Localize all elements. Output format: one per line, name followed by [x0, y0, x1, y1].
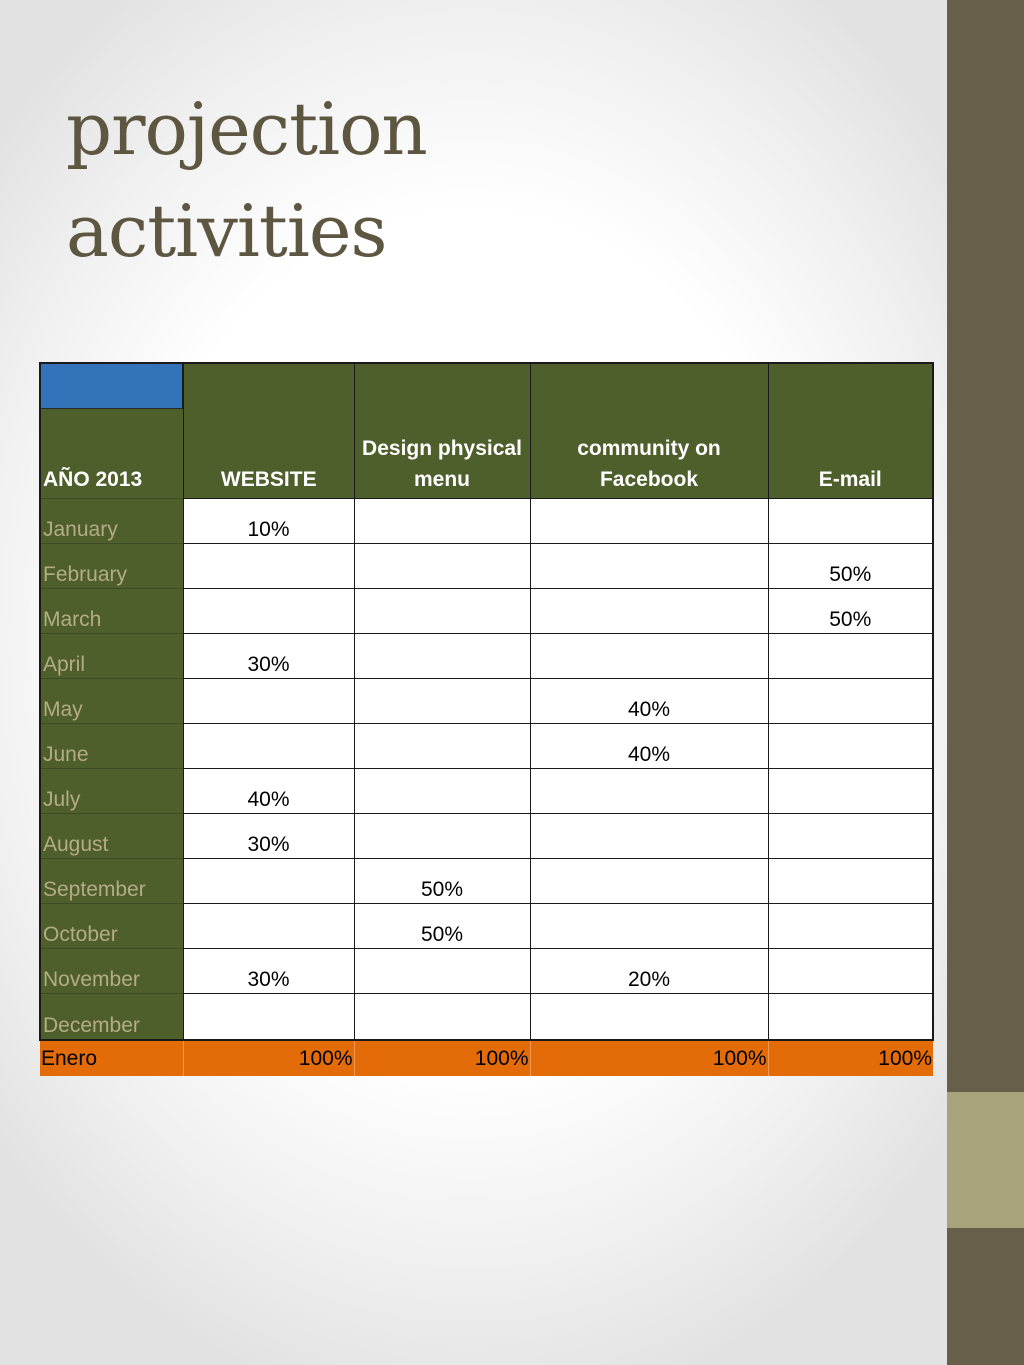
header-year: AÑO 2013	[40, 408, 183, 498]
value-cell	[354, 543, 530, 588]
month-cell: July	[40, 768, 183, 813]
month-cell: December	[40, 993, 183, 1040]
value-cell	[183, 543, 354, 588]
value-cell	[768, 813, 933, 858]
total-label: Enero	[40, 1040, 183, 1076]
value-cell	[768, 768, 933, 813]
total-value-cell: 100%	[768, 1040, 933, 1076]
table-row	[40, 633, 933, 678]
value-cell	[354, 768, 530, 813]
month-cell: November	[40, 948, 183, 993]
table-row	[40, 993, 933, 1040]
value-cell: 30%	[183, 948, 354, 993]
value-cell	[768, 678, 933, 723]
month-cell: June	[40, 723, 183, 768]
value-cell	[530, 858, 768, 903]
total-value-cell: 100%	[354, 1040, 530, 1076]
header-row-top	[40, 363, 933, 408]
value-cell	[530, 993, 768, 1040]
value-cell	[768, 723, 933, 768]
table-row	[40, 858, 933, 903]
header-community-facebook: community on Facebook	[530, 363, 768, 498]
month-cell: October	[40, 903, 183, 948]
header-website: WEBSITE	[183, 363, 354, 498]
value-cell: 40%	[183, 768, 354, 813]
value-cell	[768, 993, 933, 1040]
value-cell	[354, 723, 530, 768]
table-row	[40, 678, 933, 723]
header-email: E-mail	[768, 363, 933, 498]
table-row	[40, 723, 933, 768]
value-cell: 30%	[183, 633, 354, 678]
table-row	[40, 903, 933, 948]
value-cell	[530, 543, 768, 588]
total-row	[40, 1040, 933, 1076]
value-cell	[354, 498, 530, 543]
value-cell	[768, 903, 933, 948]
table-row	[40, 948, 933, 993]
value-cell	[530, 633, 768, 678]
value-cell	[530, 903, 768, 948]
value-cell	[354, 633, 530, 678]
month-cell: January	[40, 498, 183, 543]
value-cell	[768, 858, 933, 903]
value-cell: 20%	[530, 948, 768, 993]
total-value-cell: 100%	[530, 1040, 768, 1076]
table-row	[40, 498, 933, 543]
table-row	[40, 768, 933, 813]
value-cell	[530, 498, 768, 543]
table-row	[40, 588, 933, 633]
value-cell: 50%	[768, 543, 933, 588]
month-cell: May	[40, 678, 183, 723]
value-cell	[183, 993, 354, 1040]
header-design-physical-menu: Design physical menu	[354, 363, 530, 498]
value-cell	[768, 633, 933, 678]
value-cell	[354, 813, 530, 858]
sidebar-accent-block	[947, 1092, 1024, 1228]
value-cell	[183, 903, 354, 948]
month-cell: February	[40, 543, 183, 588]
header-blue-cell	[40, 363, 183, 408]
value-cell	[183, 723, 354, 768]
value-cell	[530, 768, 768, 813]
slide-title-line-1: projection	[66, 87, 427, 171]
value-cell	[530, 813, 768, 858]
value-cell	[354, 948, 530, 993]
value-cell: 50%	[354, 903, 530, 948]
value-cell	[768, 498, 933, 543]
projection-table	[39, 362, 934, 1076]
value-cell	[354, 993, 530, 1040]
month-cell: March	[40, 588, 183, 633]
value-cell: 30%	[183, 813, 354, 858]
value-cell	[354, 588, 530, 633]
month-cell: April	[40, 633, 183, 678]
value-cell	[183, 858, 354, 903]
projection-table-body	[40, 363, 933, 1076]
total-value-cell: 100%	[183, 1040, 354, 1076]
value-cell: 40%	[530, 678, 768, 723]
value-cell	[183, 588, 354, 633]
value-cell	[183, 678, 354, 723]
month-cell: September	[40, 858, 183, 903]
value-cell	[354, 678, 530, 723]
slide-title-line-2: activities	[66, 189, 387, 273]
value-cell	[768, 948, 933, 993]
table-row	[40, 813, 933, 858]
value-cell	[530, 588, 768, 633]
value-cell: 10%	[183, 498, 354, 543]
value-cell: 40%	[530, 723, 768, 768]
value-cell: 50%	[768, 588, 933, 633]
slide-title	[66, 78, 427, 282]
value-cell: 50%	[354, 858, 530, 903]
month-cell: August	[40, 813, 183, 858]
table-row	[40, 543, 933, 588]
